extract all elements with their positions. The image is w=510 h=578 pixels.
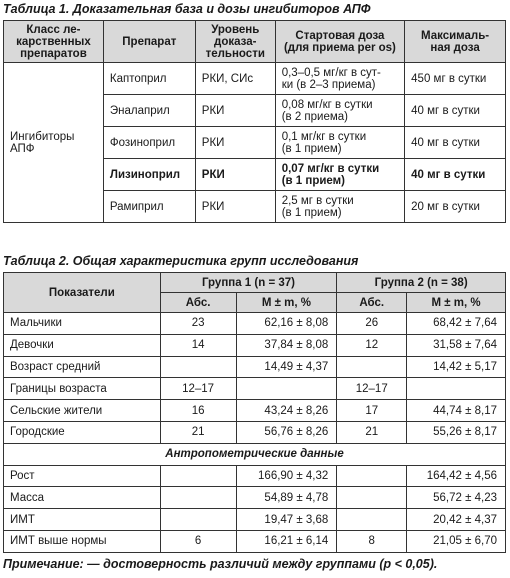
- start-dose: 0,1 мг/кг в сутки (в 1 прием): [275, 127, 404, 159]
- header-mean: M ± m, %: [407, 293, 506, 313]
- table-row: [4, 63, 506, 95]
- header-evidence-level: Уровень доказа- тельности: [195, 21, 275, 63]
- group2-abs: [337, 509, 407, 531]
- group2-abs: 21: [337, 421, 407, 443]
- group2-abs: 17: [337, 400, 407, 422]
- table-row: [4, 465, 506, 487]
- table-row: [4, 400, 506, 422]
- indicator-name: Масса: [4, 487, 161, 509]
- start-dose: 2,5 мг в сутки (в 1 прием): [275, 191, 404, 223]
- max-dose: 20 мг в сутки: [405, 191, 506, 223]
- start-dose: 0,07 мг/кг в сутки (в 1 прием): [275, 159, 404, 191]
- header-abs: Абс.: [337, 293, 407, 313]
- start-dose: 0,08 мг/кг в сутки (в 2 приема): [275, 95, 404, 127]
- group1-mean: 16,21 ± 6,14: [236, 530, 337, 552]
- group1-abs: 12–17: [160, 378, 236, 400]
- group1-mean: [236, 378, 337, 400]
- dosage-table: [3, 20, 506, 223]
- table1-caption: Таблица 1. Доказательная база и дозы ингибиторов АПФ: [3, 2, 371, 16]
- group2-abs: 12: [337, 334, 407, 356]
- header-max-dose: Максималь- ная доза: [405, 21, 506, 63]
- group1-abs: [160, 356, 236, 378]
- indicator-name: Возраст средний: [4, 356, 161, 378]
- evidence-level: РКИ: [195, 127, 275, 159]
- group1-abs: 14: [160, 334, 236, 356]
- group1-mean: 56,76 ± 8,26: [236, 421, 337, 443]
- evidence-level: РКИ, СИс: [195, 63, 275, 95]
- group2-abs: 8: [337, 530, 407, 552]
- group1-abs: [160, 509, 236, 531]
- groups-table: [3, 272, 506, 553]
- table-row: [4, 356, 506, 378]
- group1-mean: 14,49 ± 4,37: [236, 356, 337, 378]
- table-row: [4, 378, 506, 400]
- header-group2: Группа 2 (n = 38): [337, 273, 506, 293]
- table-row: [4, 421, 506, 443]
- group1-abs: 16: [160, 400, 236, 422]
- evidence-level: РКИ: [195, 191, 275, 223]
- indicator-name: Мальчики: [4, 313, 161, 335]
- evidence-level: РКИ: [195, 95, 275, 127]
- group2-abs: [337, 465, 407, 487]
- group2-mean: 20,42 ± 4,37: [407, 509, 506, 531]
- group1-abs: 23: [160, 313, 236, 335]
- group2-mean: 68,42 ± 7,64: [407, 313, 506, 335]
- group1-mean: 54,89 ± 4,78: [236, 487, 337, 509]
- group1-abs: [160, 465, 236, 487]
- group2-abs: 26: [337, 313, 407, 335]
- indicator-name: Сельские жители: [4, 400, 161, 422]
- section-row: [4, 443, 506, 465]
- indicator-name: Рост: [4, 465, 161, 487]
- group2-mean: 44,74 ± 8,17: [407, 400, 506, 422]
- group1-mean: 62,16 ± 8,08: [236, 313, 337, 335]
- footnote: Примечание: — достоверность различий между группами (p < 0,05).: [3, 557, 438, 571]
- drug-class-cell: Ингибиторы АПФ: [4, 63, 104, 223]
- max-dose: 40 мг в сутки: [405, 95, 506, 127]
- header-mean: M ± m, %: [236, 293, 337, 313]
- group1-abs: 6: [160, 530, 236, 552]
- group2-mean: 55,26 ± 8,17: [407, 421, 506, 443]
- table2-header-row: [4, 273, 506, 293]
- table1-header-row: [4, 21, 506, 63]
- group2-mean: 31,58 ± 7,64: [407, 334, 506, 356]
- table2-caption: Таблица 2. Общая характеристика групп исследования: [3, 254, 359, 268]
- table-row: [4, 487, 506, 509]
- indicator-name: ИМТ выше нормы: [4, 530, 161, 552]
- indicator-name: Границы возраста: [4, 378, 161, 400]
- table-row: [4, 313, 506, 335]
- group2-abs: 12–17: [337, 378, 407, 400]
- group1-mean: 43,24 ± 8,26: [236, 400, 337, 422]
- evidence-level: РКИ: [195, 159, 275, 191]
- header-drug: Препарат: [103, 21, 195, 63]
- group1-mean: 166,90 ± 4,32: [236, 465, 337, 487]
- drug-name: Рамиприл: [103, 191, 195, 223]
- header-start-dose: Стартовая доза (для приема per os): [275, 21, 404, 63]
- table-row: [4, 530, 506, 552]
- group2-abs: [337, 356, 407, 378]
- group1-mean: 19,47 ± 3,68: [236, 509, 337, 531]
- group2-abs: [337, 487, 407, 509]
- group1-abs: 21: [160, 421, 236, 443]
- indicator-name: Городские: [4, 421, 161, 443]
- drug-name: Лизиноприл: [103, 159, 195, 191]
- table-row: [4, 509, 506, 531]
- header-indicator: Показатели: [4, 273, 161, 313]
- header-drug-class: Класс ле- карственных препаратов: [4, 21, 104, 63]
- header-group1: Группа 1 (n = 37): [160, 273, 337, 293]
- group2-mean: 56,72 ± 4,23: [407, 487, 506, 509]
- group2-mean: 21,05 ± 6,70: [407, 530, 506, 552]
- group2-mean: [407, 378, 506, 400]
- drug-name: Каптоприл: [103, 63, 195, 95]
- table-row: [4, 334, 506, 356]
- group2-mean: 14,42 ± 5,17: [407, 356, 506, 378]
- indicator-name: ИМТ: [4, 509, 161, 531]
- section-title: Антропометрические данные: [4, 443, 506, 465]
- drug-name: Эналаприл: [103, 95, 195, 127]
- group2-mean: 164,42 ± 4,56: [407, 465, 506, 487]
- group1-abs: [160, 487, 236, 509]
- drug-name: Фозиноприл: [103, 127, 195, 159]
- max-dose: 450 мг в сутки: [405, 63, 506, 95]
- start-dose: 0,3–0,5 мг/кг в сут- ки (в 2–3 приема): [275, 63, 404, 95]
- group1-mean: 37,84 ± 8,08: [236, 334, 337, 356]
- max-dose: 40 мг в сутки: [405, 159, 506, 191]
- indicator-name: Девочки: [4, 334, 161, 356]
- max-dose: 40 мг в сутки: [405, 127, 506, 159]
- header-abs: Абс.: [160, 293, 236, 313]
